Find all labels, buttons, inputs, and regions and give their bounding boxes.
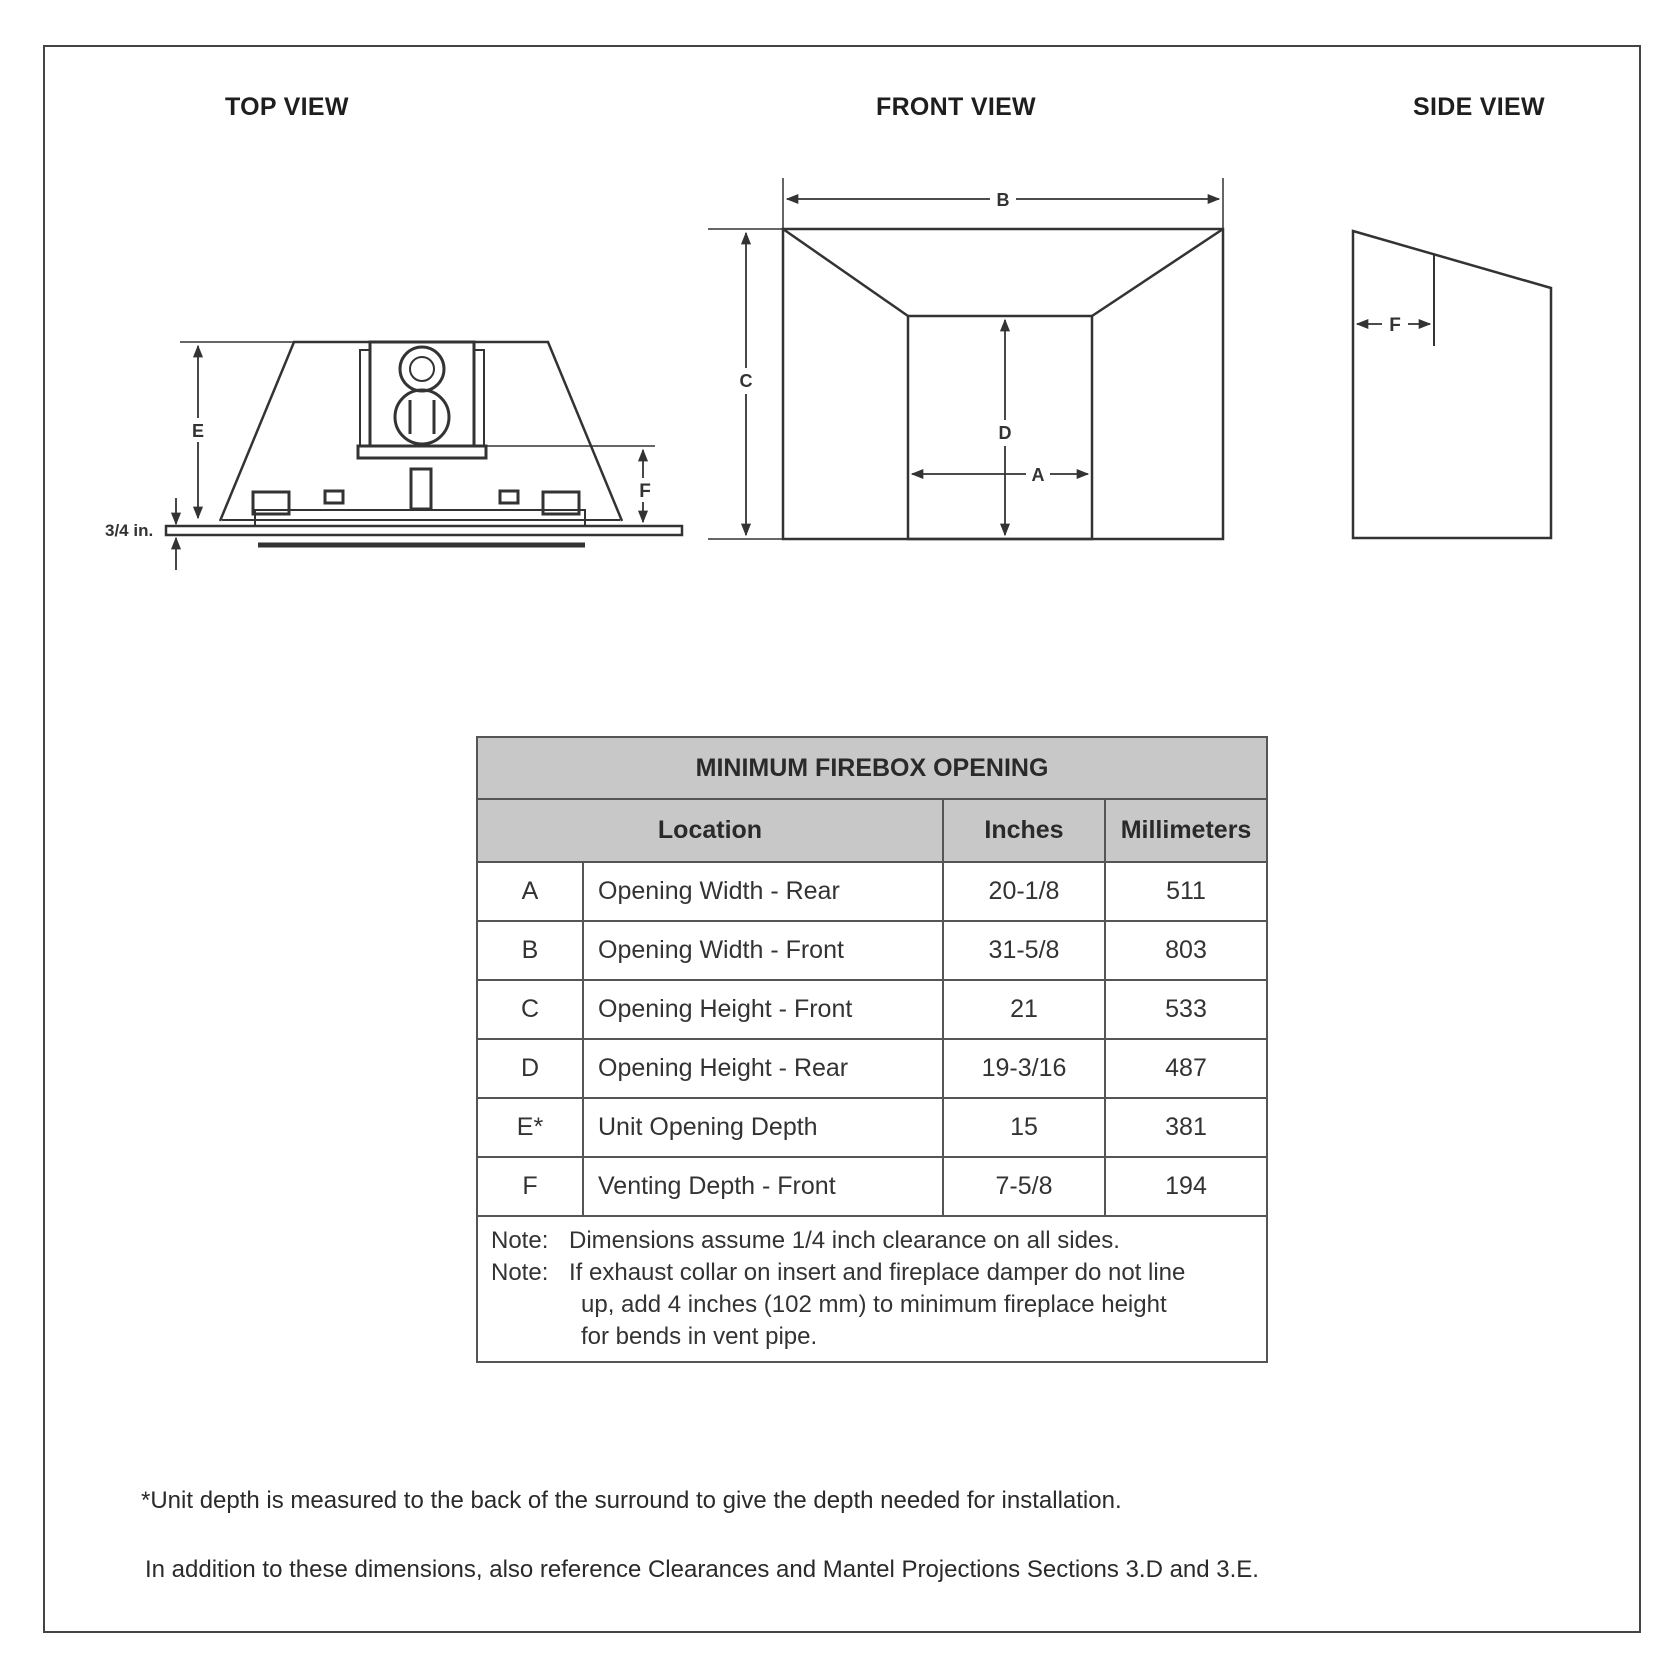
row-mm: 533	[1105, 980, 1267, 1039]
note-label: Note:	[491, 1259, 549, 1286]
front-view-title: FRONT VIEW	[876, 93, 1036, 121]
vent-collar-lower	[395, 390, 449, 444]
row-mm: 803	[1105, 921, 1267, 980]
front-view-drawing	[708, 178, 1223, 539]
footnote-unit-depth: *Unit depth is measured to the back of the surround to give the depth needed for installation.	[141, 1487, 1122, 1514]
row-key: A	[477, 862, 583, 921]
dim-label-b: B	[996, 190, 1010, 210]
row-inches: 7-5/8	[943, 1157, 1105, 1216]
table-row	[477, 862, 1267, 921]
note-exhaust-collar: If exhaust collar on insert and fireplace damper do not line	[569, 1259, 1186, 1286]
table-notes	[477, 1216, 1267, 1362]
top-view-inner-panel	[255, 510, 585, 526]
row-inches: 19-3/16	[943, 1039, 1105, 1098]
table-row	[477, 980, 1267, 1039]
row-mm: 511	[1105, 862, 1267, 921]
dim-label-d: D	[998, 423, 1012, 443]
top-view-base-plate	[166, 526, 682, 535]
dim-label-a: A	[1031, 465, 1045, 485]
table-row	[477, 1039, 1267, 1098]
row-key: D	[477, 1039, 583, 1098]
row-key: B	[477, 921, 583, 980]
row-inches: 21	[943, 980, 1105, 1039]
row-mm: 381	[1105, 1098, 1267, 1157]
footnote-reference: In addition to these dimensions, also reference Clearances and Mantel Projections Sections 3.D and 3.E.	[145, 1556, 1259, 1583]
dim-label-c: C	[739, 371, 753, 391]
note-exhaust-collar-cont: up, add 4 inches (102 mm) to minimum fireplace height	[581, 1291, 1167, 1318]
row-location: Opening Height - Rear	[583, 1039, 943, 1098]
note-exhaust-collar-cont: for bends in vent pipe.	[581, 1323, 818, 1350]
dim-label-f-side: F	[1389, 315, 1401, 336]
row-location: Venting Depth - Front	[583, 1157, 943, 1216]
note-label: Note:	[491, 1227, 549, 1254]
table-row	[477, 1157, 1267, 1216]
row-key: F	[477, 1157, 583, 1216]
header-inches: Inches	[943, 799, 1105, 862]
table-title: MINIMUM FIREBOX OPENING	[477, 737, 1267, 799]
row-mm: 487	[1105, 1039, 1267, 1098]
row-inches: 31-5/8	[943, 921, 1105, 980]
note-clearance: Dimensions assume 1/4 inch clearance on all sides.	[569, 1227, 1120, 1254]
top-view-outline	[220, 342, 622, 521]
side-view-drawing	[1353, 231, 1551, 538]
row-key: C	[477, 980, 583, 1039]
top-view-vent-assembly	[358, 342, 486, 458]
dim-label-f: F	[639, 481, 651, 502]
row-inches: 15	[943, 1098, 1105, 1157]
table-row	[477, 1098, 1267, 1157]
dim-label-offset: 3/4 in.	[105, 521, 154, 540]
row-location: Opening Width - Rear	[583, 862, 943, 921]
minimum-firebox-opening-table	[476, 736, 1268, 1363]
header-millimeters: Millimeters	[1105, 799, 1267, 862]
row-key: E*	[477, 1098, 583, 1157]
row-location: Opening Width - Front	[583, 921, 943, 980]
row-location: Opening Height - Front	[583, 980, 943, 1039]
row-mm: 194	[1105, 1157, 1267, 1216]
row-location: Unit Opening Depth	[583, 1098, 943, 1157]
row-inches: 20-1/8	[943, 862, 1105, 921]
header-location: Location	[477, 799, 943, 862]
side-view-outline	[1353, 231, 1551, 538]
dim-label-e: E	[191, 421, 205, 441]
side-view-title: SIDE VIEW	[1413, 93, 1545, 121]
vent-collar-upper	[400, 347, 444, 391]
table-row	[477, 921, 1267, 980]
top-view-title: TOP VIEW	[225, 93, 349, 121]
top-view-drawing	[166, 342, 682, 570]
